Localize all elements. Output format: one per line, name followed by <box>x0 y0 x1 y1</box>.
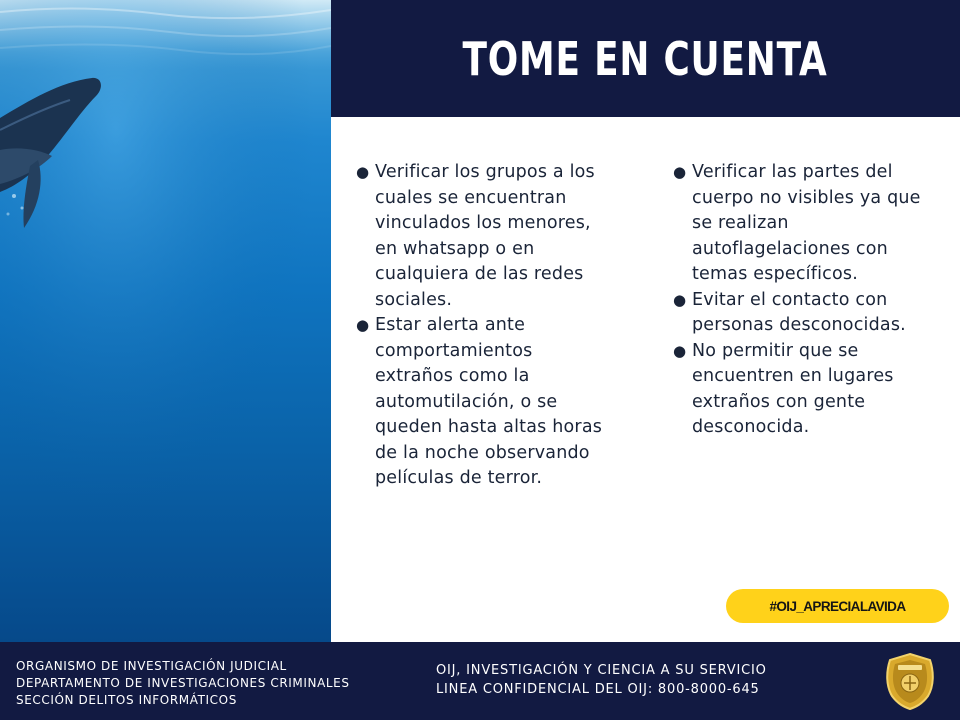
header-banner <box>331 0 960 117</box>
tips-list-right <box>671 160 936 441</box>
whale-illustration <box>0 0 331 642</box>
bullet-dot-icon: ● <box>673 290 687 309</box>
service-line: OIJ, INVESTIGACIÓN Y CIENCIA A SU SERVICIO <box>436 663 767 678</box>
hotline-line: LINEA CONFIDENCIAL DEL OIJ: 800-8000-645 <box>436 682 760 697</box>
organization-info <box>16 658 350 709</box>
left-column <box>354 160 616 492</box>
hashtag-label: #OIJ_APRECIALAVIDA <box>769 598 906 614</box>
list-item-text: Evitar el contacto con personas desconocidas. <box>692 289 906 335</box>
whale-photo <box>0 0 331 642</box>
list-item <box>671 288 936 339</box>
org-line: DEPARTAMENTO DE INVESTIGACIONES CRIMINALES <box>16 676 350 690</box>
list-item-text: Verificar los grupos a los cuales se encuentran vinculados los menores, en whatsapp o en cualquiera de las redes sociales. <box>375 162 595 310</box>
tips-list-left <box>354 160 616 492</box>
hashtag-pill <box>726 589 949 623</box>
list-item <box>354 160 616 313</box>
service-info <box>436 661 767 699</box>
org-line: SECCIÓN DELITOS INFORMÁTICOS <box>16 693 237 707</box>
oij-badge-icon <box>884 652 936 710</box>
bullet-dot-icon: ● <box>356 163 370 181</box>
list-item-text: Verificar las partes del cuerpo no visibles ya que se realizan autoflagelaciones con temas específicos. <box>692 162 921 284</box>
list-item <box>671 339 936 441</box>
footer-bar <box>0 642 960 720</box>
bullet-dot-icon: ● <box>673 163 687 181</box>
list-item-text: No permitir que se encuentren en lugares extraños con gente desconocida. <box>692 340 894 437</box>
org-line: ORGANISMO DE INVESTIGACIÓN JUDICIAL <box>16 659 287 673</box>
bullet-dot-icon: ● <box>673 341 687 360</box>
list-item-text: Estar alerta ante comportamientos extraños como la automutilación, o se queden hasta altas horas de la noche observando películas de terror. <box>375 315 603 488</box>
right-column <box>671 160 936 441</box>
page-title: TOME EN CUENTA <box>462 31 829 86</box>
list-item <box>354 313 616 492</box>
list-item <box>671 160 936 288</box>
bullet-dot-icon: ● <box>356 316 370 334</box>
